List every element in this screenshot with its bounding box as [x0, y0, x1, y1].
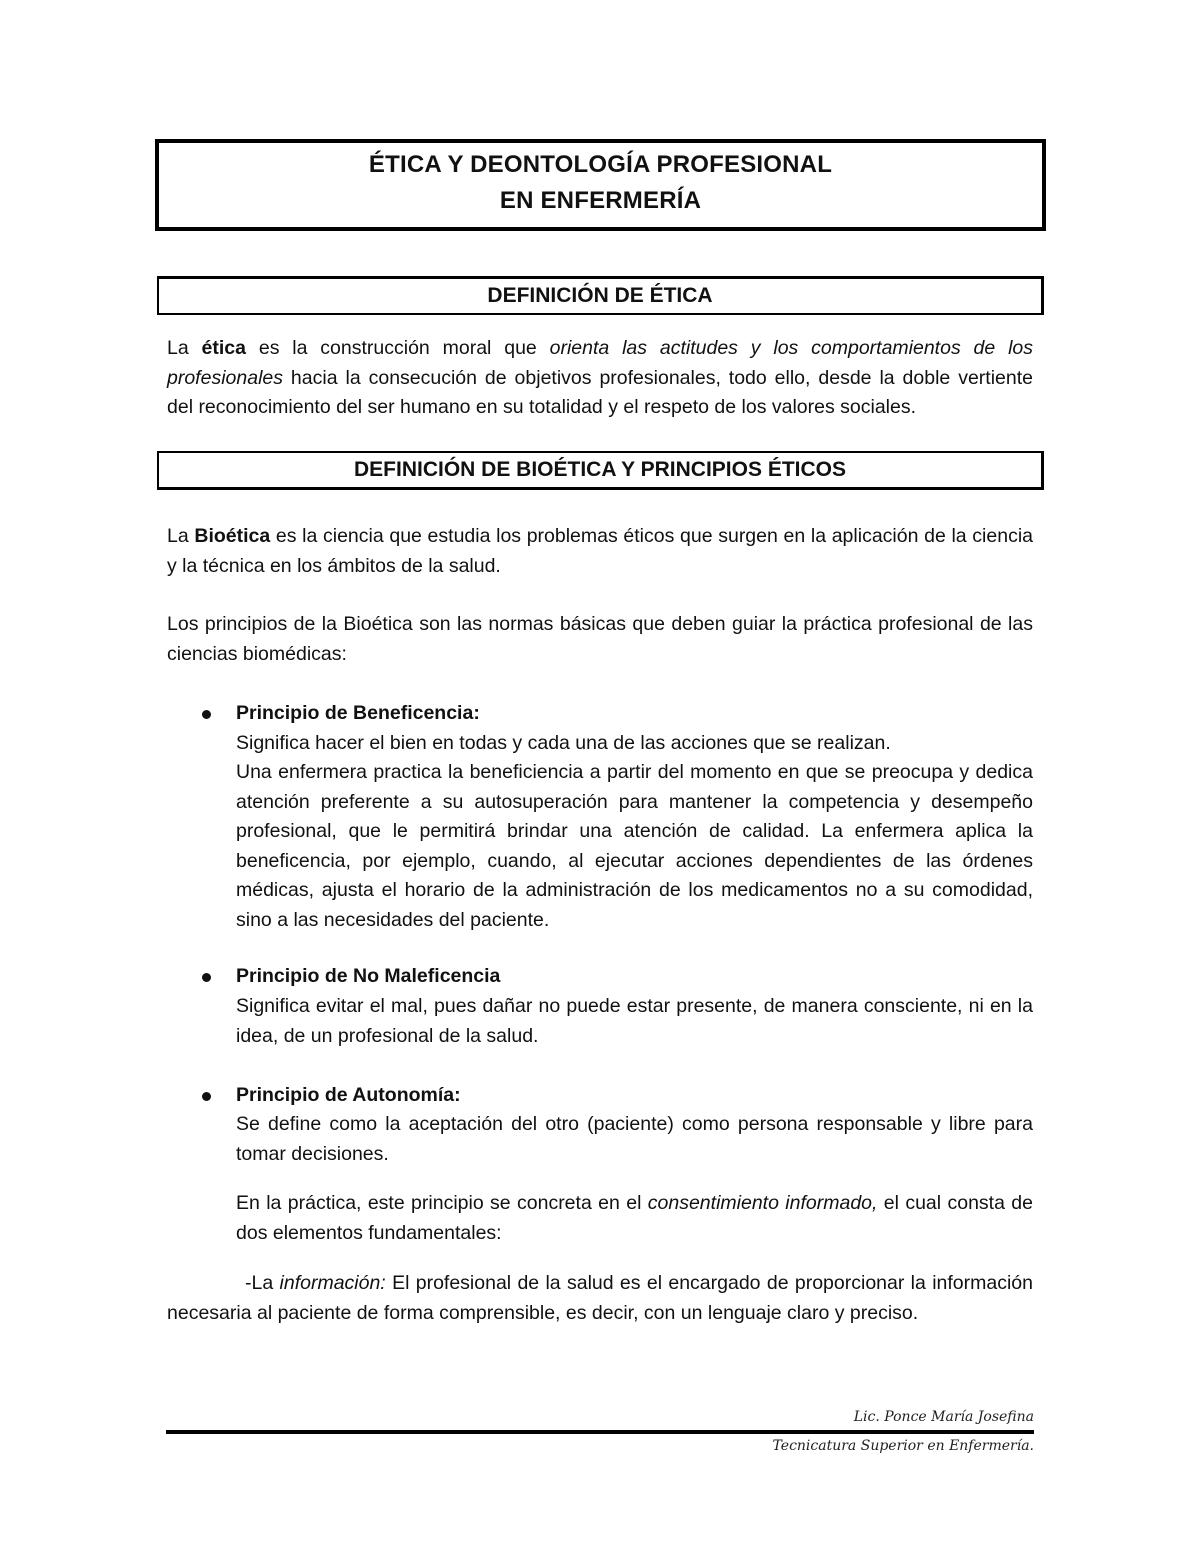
principle-body-autonomia: Se define como la aceptación del otro (paciente) como persona responsable y libre para tomar decisiones. [236, 1113, 1033, 1165]
paragraph-consentimiento [236, 1189, 1033, 1248]
paragraph-principios-intro: Los principios de la Bioética son las normas básicas que deben guiar la práctica profesional de las ciencias biomédicas: [167, 613, 1033, 665]
text-run: La [167, 337, 202, 359]
emphasis-text: consentimiento informado, [647, 1192, 878, 1214]
emphasis-text: información: [279, 1272, 386, 1294]
section-heading-bioetica: DEFINICIÓN DE BIOÉTICA Y PRINCIPIOS ÉTICOS [157, 451, 1044, 490]
footer-author: Lic. Ponce María Josefina [853, 1409, 1034, 1425]
text-run: hacia la consecución de objetivos profesionales, todo ello, desde la doble vertiente del reconocimiento del ser humano en su totalidad y el respeto de los valores sociales. [167, 366, 1033, 418]
document-title-line1: ÉTICA Y DEONTOLOGÍA PROFESIONAL [368, 151, 833, 178]
principle-title-autonomia: Principio de Autonomía: [236, 1084, 461, 1106]
document-title-line2: EN ENFERMERÍA [499, 187, 702, 214]
document-title-box [155, 139, 1046, 231]
term-bioetica: Bioética [194, 525, 271, 547]
text-run: el cual consta de dos elementos fundamentales: [236, 1192, 1033, 1244]
bullet-icon [202, 973, 211, 982]
text-run: El profesional de la salud es el encargado de proporcionar la información necesaria al paciente de forma comprensible, es decir, con un lenguaje claro y preciso. [167, 1272, 1033, 1324]
text-run: En la práctica, este principio se concreta en el [236, 1192, 648, 1214]
paragraph-definicion-etica [167, 334, 1033, 423]
section-heading-etica: DEFINICIÓN DE ÉTICA [157, 276, 1044, 315]
footer-divider [166, 1430, 1034, 1434]
footer-course: Tecnicatura Superior en Enfermería. [772, 1438, 1034, 1454]
principle-line-beneficencia: Significa hacer el bien en todas y cada una de las acciones que se realizan. [236, 732, 891, 754]
principle-title-no-maleficencia: Principio de No Maleficencia [236, 965, 501, 987]
paragraph-informacion [167, 1269, 1033, 1328]
text-run: es la construcción moral que [246, 337, 550, 359]
text-run: -La [245, 1272, 280, 1294]
text-run: es la ciencia que estudia los problemas éticos que surgen en la aplicación de la ciencia y la técnica en los ámbitos de la salud. [167, 525, 1033, 577]
principle-title-beneficencia: Principio de Beneficencia: [236, 702, 480, 724]
principle-body-no-maleficencia: Significa evitar el mal, pues dañar no puede estar presente, de manera consciente, ni en la idea, de un profesional de la salud. [236, 995, 1033, 1047]
bullet-icon [202, 710, 211, 719]
bullet-icon [202, 1092, 211, 1101]
text-run: La [167, 525, 195, 547]
term-etica: ética [201, 337, 246, 359]
emphasis-text: orienta las actitudes y los comportamientos de los profesionales [167, 337, 1034, 389]
paragraph-definicion-bioetica [167, 522, 1033, 581]
principle-body-beneficencia: Una enfermera practica la beneficiencia a partir del momento en que se preocupa y dedica atención preferente a su autosuperación para mantener la competencia y desempeño profesional, que le permitirá brindar una atención de calidad. La enfermera aplica la beneficencia, por ejemplo, cuando, al ejecutar acciones dependientes de las órdenes médicas, ajusta el horario de la administración de los medicamentos no a su comodidad, sino a las necesidades del paciente. [236, 761, 1033, 931]
